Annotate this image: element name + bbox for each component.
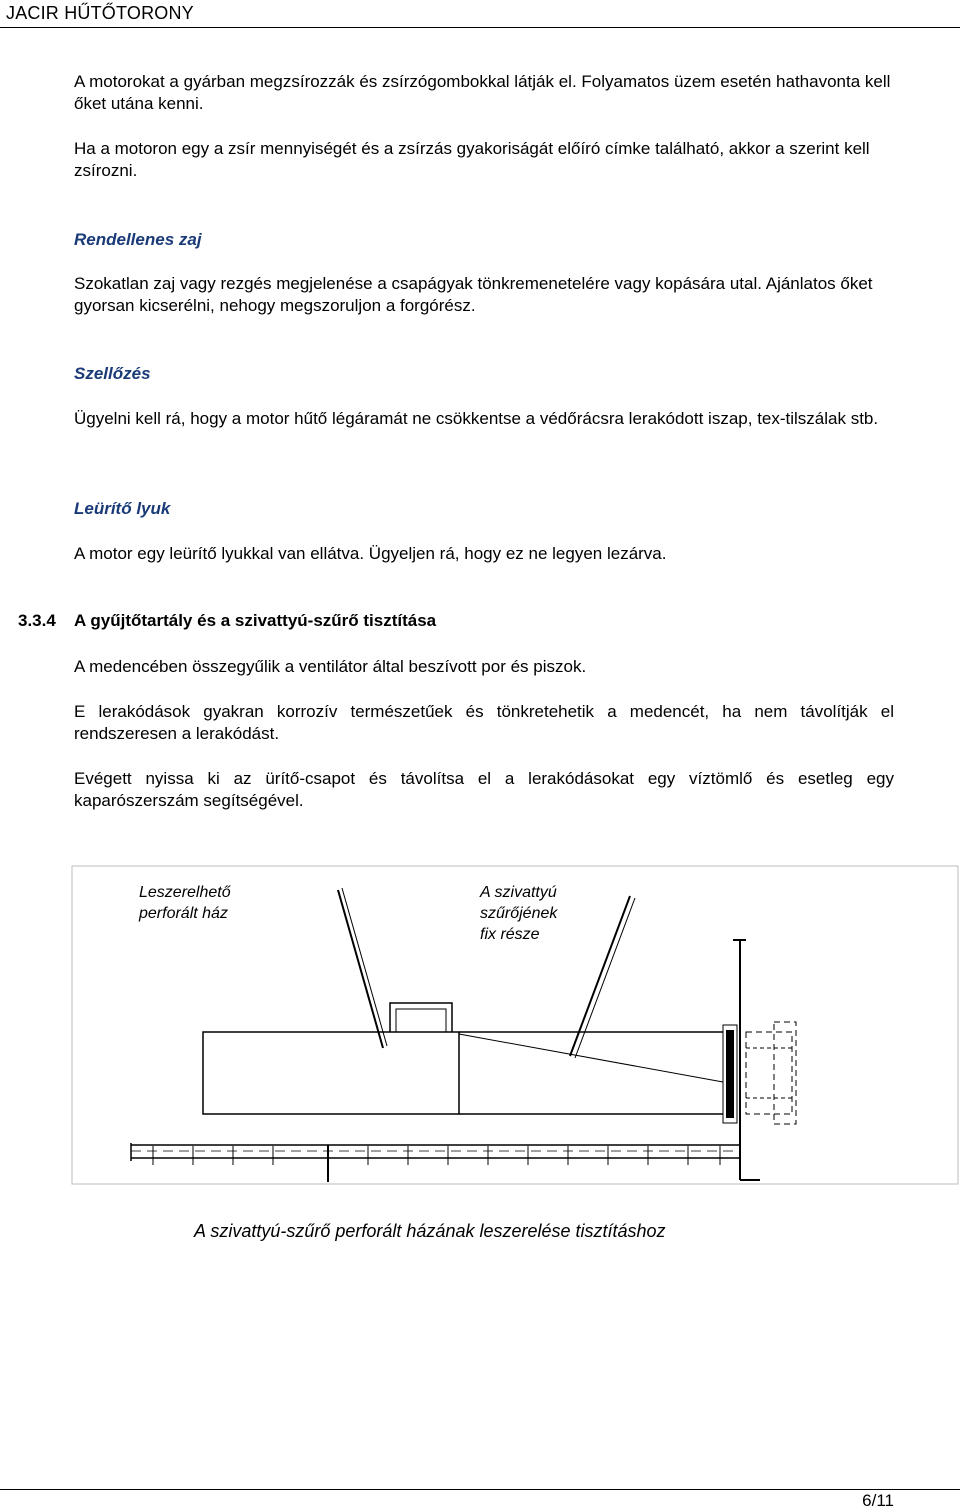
paragraph-basin-dirt: A medencében összegyűlik a ventilátor által beszívott por és piszok. — [74, 657, 587, 676]
page-number: 6/11 — [862, 1491, 894, 1510]
flange — [726, 1030, 734, 1118]
paragraph-lubrication: A motorokat a gyárban megzsírozzák és zsírzógombokkal látják el. Folyamatos üzem esetén hathavonta kell őket utána kenni. — [74, 72, 891, 113]
housing-handle-inner — [396, 1009, 446, 1032]
label-removable-housing-1: Leszerelhető — [139, 884, 231, 901]
subheading-abnormal-noise: Rendellenes zaj — [74, 230, 202, 249]
paragraph-corrosive-deposits: E lerakódások gyakran korrozív természetűek és tönkretehetik a medencét, ha nem távolítják el rendszeresen a lerakódást. — [74, 702, 894, 743]
footer-rule — [0, 1489, 960, 1490]
housing-handle — [390, 1003, 452, 1032]
paragraph-noise: Szokatlan zaj vagy rezgés megjelenése a csapágyak tönkremenetelére vagy kopására utal. Ajánlatos őket gyorsan kicserélni, nehogy megszoruljon a forgórész. — [74, 274, 873, 315]
pipe-taper-line — [459, 1034, 723, 1082]
outlet-body — [746, 1032, 792, 1114]
pump-filter-drawing — [0, 860, 960, 1190]
label-fixed-part-1: A szivattyú — [480, 884, 557, 901]
paragraph-drain-hole: A motor egy leürítő lyukkal van ellátva. Ügyeljen rá, hogy ez ne legyen lezárva. — [74, 544, 667, 563]
header-title: JACIR HŰTŐTORONY — [6, 3, 194, 23]
label-fixed-part-3: fix része — [480, 926, 540, 943]
leader-line-housing — [338, 890, 383, 1048]
label-fixed-part-2: szűrőjének — [480, 905, 558, 922]
outlet-flange — [774, 1022, 796, 1124]
figure-caption: A szivattyú-szűrő perforált házának leszerelése tisztításhoz — [194, 1221, 666, 1241]
section-number: 3.3.4 — [18, 611, 56, 630]
page-header — [0, 0, 960, 28]
section-title: A gyűjtőtartály és a szivattyú-szűrő tisztítása — [74, 611, 437, 630]
leader-line-housing-edge — [342, 888, 387, 1046]
paragraph-grease-label: Ha a motoron egy a zsír mennyiségét és a zsírzás gyakoriságát előíró címke található, akkor a szerint kell zsírozni. — [74, 139, 870, 180]
leader-line-fixed-part-edge — [575, 898, 635, 1058]
subheading-drain-hole: Leürítő lyuk — [74, 499, 171, 518]
paragraph-cleaning-instructions: Evégett nyissa ki az ürítő-csapot és távolítsa el a lerakódásokat egy víztömlő és esetleg egy kaparószerszám segítségével. — [74, 769, 894, 810]
subheading-ventilation: Szellőzés — [74, 364, 151, 383]
paragraph-ventilation: Ügyelni kell rá, hogy a motor hűtő légáramát ne csökkentse a védőrácsra lerakódott iszap, tex-tilszálak stb. — [74, 409, 879, 428]
perforated-housing — [203, 1032, 459, 1114]
label-removable-housing-2: perforált ház — [139, 905, 228, 922]
